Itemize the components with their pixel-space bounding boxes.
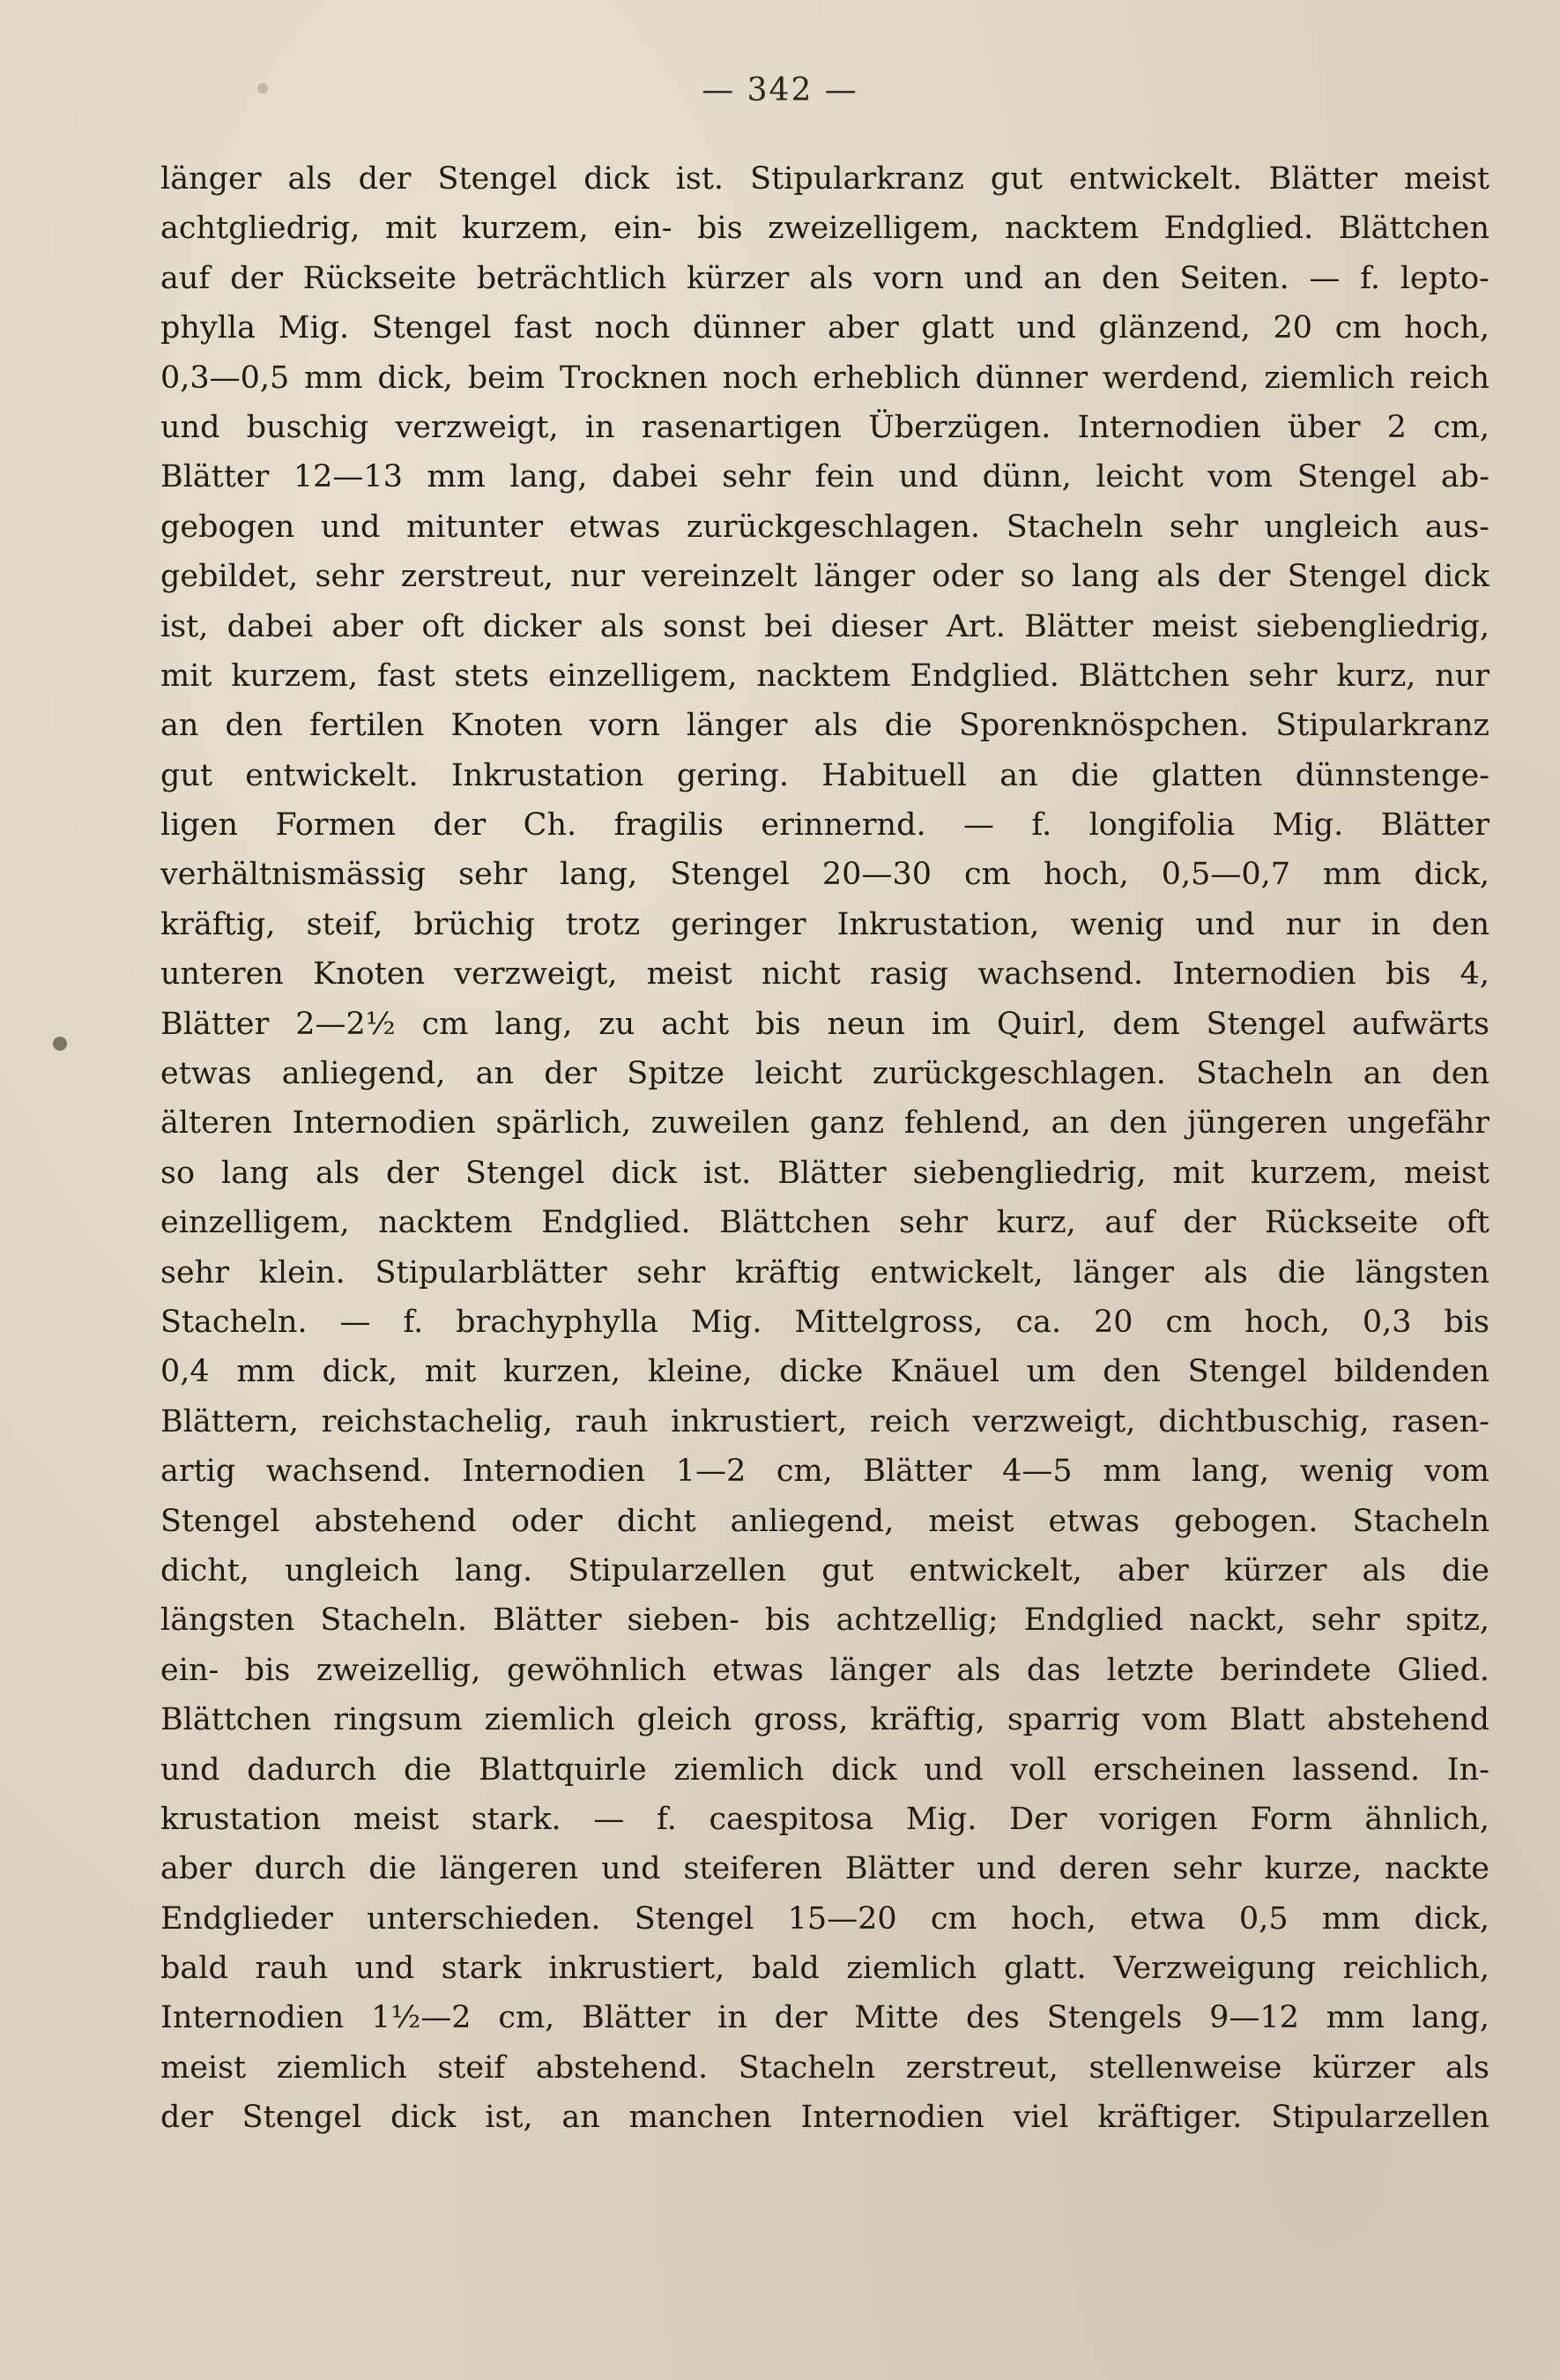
text-line: dicht, ungleich lang. Stipularzellen gut entwickelt, aber kürzer als die — [160, 1552, 1489, 1588]
text-line: mit kurzem, fast stets einzelligem, nacktem Endglied. Blättchen sehr kurz, nur — [160, 658, 1489, 694]
text-line: gut entwickelt. Inkrustation gering. Habituell an die glatten dünnstenge- — [160, 757, 1489, 793]
text-line: ligen Formen der Ch. fragilis erinnernd. — f. longifolia Mig. Blätter — [160, 807, 1489, 844]
text-line: Endglieder unterschieden. Stengel 15—20 cm hoch, etwa 0,5 mm dick, — [160, 1900, 1489, 1937]
text-line: länger als der Stengel dick ist. Stipularkranz gut entwickelt. Blätter meist — [160, 161, 1489, 197]
text-line: ist, dabei aber oft dicker als sonst bei dieser Art. Blätter meist siebengliedrig, — [160, 608, 1489, 644]
text-line: gebildet, sehr zerstreut, nur vereinzelt länger oder so lang als der Stengel dick — [160, 559, 1489, 595]
text-line: Blätter 12—13 mm lang, dabei sehr fein und dünn, leicht vom Stengel ab- — [160, 459, 1489, 495]
text-line: kräftig, steif, brüchig trotz geringer Inkrustation, wenig und nur in den — [160, 906, 1489, 942]
text-line: 0,4 mm dick, mit kurzen, kleine, dicke Knäuel um den Stengel bildenden — [160, 1354, 1489, 1390]
text-line: längsten Stacheln. Blätter sieben- bis achtzellig; Endglied nackt, sehr spitz, — [160, 1603, 1489, 1639]
text-line: Blättern, reichstachelig, rauh inkrustiert, reich verzweigt, dichtbuschig, rasen- — [160, 1403, 1489, 1439]
text-line: bald rauh und stark inkrustiert, bald ziemlich glatt. Verzweigung reichlich, — [160, 1951, 1489, 1987]
text-line: und dadurch die Blattquirle ziemlich dick und voll erscheinen lassend. In- — [160, 1752, 1489, 1788]
text-line: der Stengel dick ist, an manchen Internodien viel kräftiger. Stipularzellen — [160, 2100, 1489, 2136]
text-line: Stacheln. — f. brachyphylla Mig. Mittelgross, ca. 20 cm hoch, 0,3 bis — [160, 1304, 1489, 1340]
text-line: phylla Mig. Stengel fast noch dünner aber glatt und glänzend, 20 cm hoch, — [160, 310, 1489, 346]
ink-spot — [53, 1037, 67, 1051]
text-line: krustation meist stark. — f. caespitosa Mig. Der vorigen Form ähnlich, — [160, 1801, 1489, 1837]
text-line: verhältnismässig sehr lang, Stengel 20—30 cm hoch, 0,5—0,7 mm dick, — [160, 857, 1489, 893]
text-line: einzelligem, nacktem Endglied. Blättchen sehr kurz, auf der Rückseite oft — [160, 1205, 1489, 1241]
text-line: unteren Knoten verzweigt, meist nicht rasig wachsend. Internodien bis 4, — [160, 956, 1489, 993]
text-line: an den fertilen Knoten vorn länger als die Sporenknöspchen. Stipularkranz — [160, 708, 1489, 744]
text-line: und buschig verzweigt, in rasenartigen Überzügen. Internodien über 2 cm, — [160, 409, 1489, 445]
text-line: älteren Internodien spärlich, zuweilen ganz fehlend, an den jüngeren ungefähr — [160, 1105, 1489, 1142]
body-text — [160, 154, 1489, 2143]
page-number: — 342 — — [702, 72, 858, 108]
text-line: Blättchen ringsum ziemlich gleich gross, kräftig, sparrig vom Blatt abstehend — [160, 1702, 1489, 1738]
text-line: achtgliedrig, mit kurzem, ein- bis zweizelligem, nacktem Endglied. Blättchen — [160, 211, 1489, 247]
text-line: auf der Rückseite beträchtlich kürzer als vorn und an den Seiten. — f. lepto- — [160, 260, 1489, 296]
text-line: ein- bis zweizellig, gewöhnlich etwas länger als das letzte berindete Glied. — [160, 1652, 1489, 1688]
text-line: Stengel abstehend oder dicht anliegend, meist etwas gebogen. Stacheln — [160, 1503, 1489, 1539]
text-line: sehr klein. Stipularblätter sehr kräftig entwickelt, länger als die längsten — [160, 1254, 1489, 1290]
text-line: etwas anliegend, an der Spitze leicht zurückgeschlagen. Stacheln an den — [160, 1056, 1489, 1092]
text-line: so lang als der Stengel dick ist. Blätter siebengliedrig, mit kurzem, meist — [160, 1155, 1489, 1191]
text-line: aber durch die längeren und steiferen Blätter und deren sehr kurze, nackte — [160, 1851, 1489, 1887]
text-line: Blätter 2—2½ cm lang, zu acht bis neun im Quirl, dem Stengel aufwärts — [160, 1006, 1489, 1042]
text-line: gebogen und mitunter etwas zurückgeschlagen. Stacheln sehr ungleich aus- — [160, 509, 1489, 545]
text-line: 0,3—0,5 mm dick, beim Trocknen noch erheblich dünner werdend, ziemlich reich — [160, 360, 1489, 396]
text-line: Internodien 1½—2 cm, Blätter in der Mitte des Stengels 9—12 mm lang, — [160, 2000, 1489, 2036]
text-line: artig wachsend. Internodien 1—2 cm, Blätter 4—5 mm lang, wenig vom — [160, 1454, 1489, 1490]
text-line: meist ziemlich steif abstehend. Stacheln zerstreut, stellenweise kürzer als — [160, 2049, 1489, 2086]
